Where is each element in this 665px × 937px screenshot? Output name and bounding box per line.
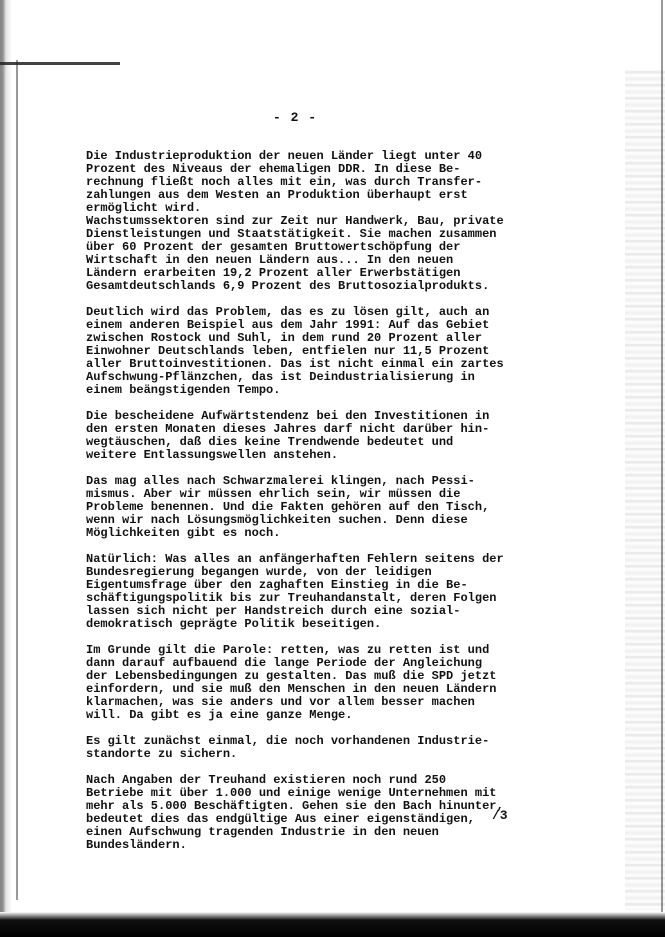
- paragraph-beispiel-1991: Deutlich wird das Problem, das es zu lösen gilt, auch an einem anderen Beispiel aus dem Jahr 1991: Auf das Gebiet zwischen Rostock und Suhl, in dem rund 20 Prozent aller Einwohner Deutschlands leben, entfielen nur 11,5 Prozent aller Bruttoinvestitionen. Das ist nicht einmal ein zartes Aufschwung-Pflänzchen, das ist Deindustrialisierung in einem beängstigenden Tempo.: [86, 305, 504, 397]
- paragraph-schwarzmalerei: Das mag alles nach Schwarzmalerei klingen, nach Pessi- mismus. Aber wir müssen ehrlich sein, wir müssen die Probleme benennen. Und die Fakten gehören auf den Tisch, wenn wir nach Lösungsmöglichkeiten suchen. Denn diese Möglichkeiten gibt es noch.: [86, 474, 490, 540]
- document-body: [86, 150, 526, 865]
- paragraph-parole: Im Grunde gilt die Parole: retten, was zu retten ist und dann darauf aufbauend die lange Periode der Angleichung der Lebensbedingungen zu gestalten. Das muß die SPD jetzt einfordern, und sie muß den Menschen in den neuen Ländern klarmachen, was sie anders und vor allem besser machen will. Da gibt es ja eine ganze Menge.: [86, 643, 497, 722]
- paragraph-treuhand: Nach Angaben der Treuhand existieren noch rund 250 Betriebe mit über 1.000 und einige wenige Unternehmen mit mehr als 5.000 Beschäftigten. Gehen sie den Bach hinunter, bedeutet dies das endgültige Aus einer eigenständigen, einen Aufschwung tragenden Industrie in den neuen Bundesländern.: [86, 773, 504, 852]
- paragraph-industriestandorte: Es gilt zunächst einmal, die noch vorhandenen Industrie- standorte zu sichern.: [86, 734, 490, 761]
- paragraph-fehler-bundesregierung: Natürlich: Was alles an anfängerhaften Fehlern seitens der Bundesregierung begangen wurde, von der leidigen Eigentumsfrage über den zaghaften Einstieg in die Be- schäftigungspolitik bis zur Treuhandanstalt, deren Folgen lassen sich nicht per Handstreich durch eine sozial- demokratisch geprägte Politik beseitigen.: [86, 552, 504, 631]
- scan-bottom-bar: [0, 912, 665, 937]
- paragraph-aufwaertstendenz: Die bescheidene Aufwärtstendenz bei den Investitionen in den ersten Monaten dieses Jahres darf nicht darüber hin- wegtäuschen, daß dies keine Trendwende bedeutet und weitere Entlassungswellen anstehen.: [86, 409, 490, 462]
- scan-top-bar: [0, 62, 120, 65]
- page-number: - 2 -: [272, 110, 317, 125]
- page-continuation-marker: /3: [492, 808, 508, 823]
- scan-right-line: [661, 0, 663, 912]
- paragraph-industrieproduktion: Die Industrieproduktion der neuen Länder liegt unter 40 Prozent des Niveaus der ehemaligen DDR. In diese Be- rechnung fließt noch alles mit ein, was durch Transfer- zahlungen aus dem Westen an Produktion überhaupt erst ermöglicht wird. Wachstumssektoren sind zur Zeit nur Handwerk, Bau, private Dienstleistungen und Staatstätigkeit. Sie machen zusammen über 60 Prozent der gesamten Bruttowertschöpfung der Wirtschaft in den neuen Ländern aus... In den neuen Ländern erarbeiten 19,2 Prozent aller Erwerbstätigen Gesamtdeutschlands 6,9 Prozent des Bruttosozialprodukts.: [86, 149, 504, 293]
- scan-right-edge: [625, 70, 665, 910]
- scan-left-bar: [16, 60, 18, 900]
